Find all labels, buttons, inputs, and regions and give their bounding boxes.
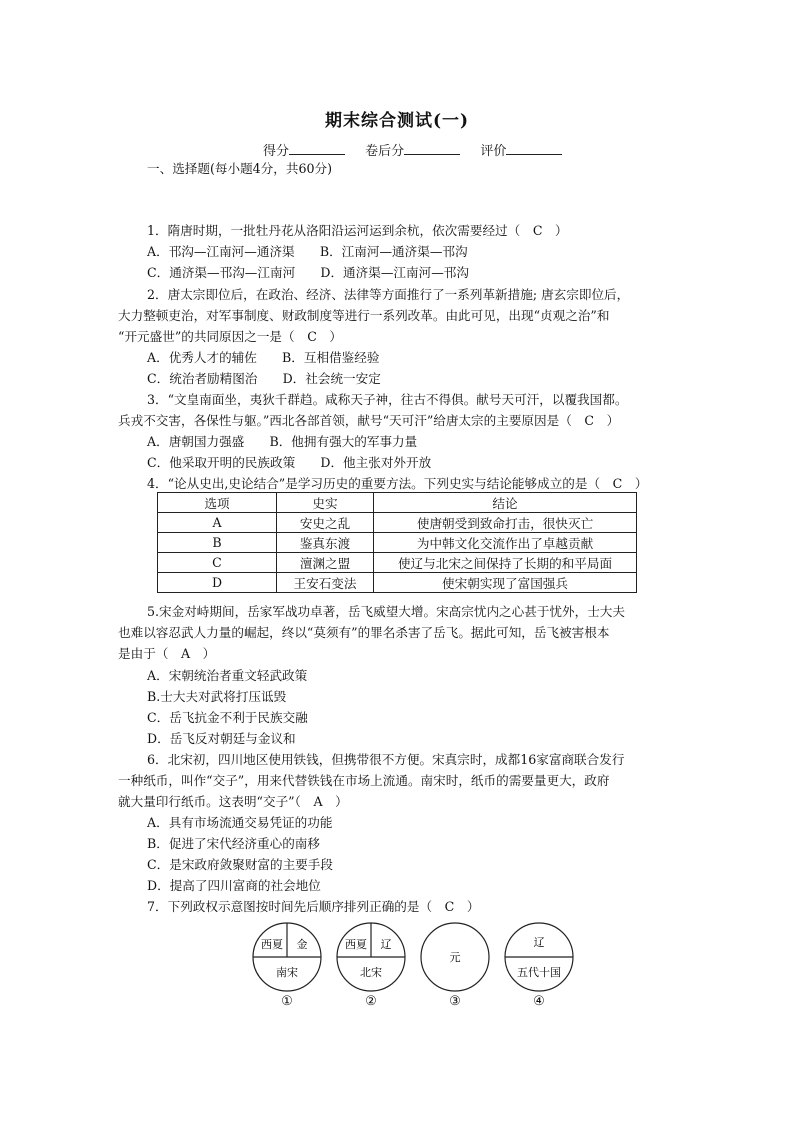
table-row bbox=[158, 513, 637, 533]
page-title: 期末综合测试(一) bbox=[324, 111, 470, 131]
table-cell: D bbox=[158, 573, 277, 593]
diagram-3-number: ③ bbox=[449, 994, 461, 1009]
diagram-4-number: ④ bbox=[533, 994, 545, 1009]
table-cell: 鉴真东渡 bbox=[277, 533, 374, 553]
diagram-4-bottom: 五代十国 bbox=[517, 966, 561, 979]
text-line: 6．北宋初，四川地区使用铁钱，但携带很不方便。宋真宗时，成都16家富商联合发行 bbox=[147, 752, 625, 767]
evaluation-blank[interactable] bbox=[506, 142, 562, 155]
text-line: 2．唐太宗即位后，在政治、经济、法律等方面推行了一系列革新措施; 唐玄宗即位后， bbox=[147, 287, 630, 302]
text-line: 兵戎不交害，各保性与躯。”西北各部首领，献号“天可汗”给唐太宗的主要原因是（ C ） bbox=[118, 413, 620, 428]
table-cell: 使辽与北宋之间保持了长期的和平局面 bbox=[374, 553, 637, 573]
diagram-1-number: ① bbox=[281, 994, 293, 1009]
text-line: B．促进了宋代经济重心的南移 bbox=[147, 836, 320, 851]
diagram-1 bbox=[250, 922, 324, 1012]
table-row bbox=[158, 553, 637, 573]
diagram-2-bottom: 北宋 bbox=[360, 966, 382, 979]
text-line: A．唐朝国力强盛 B．他拥有强大的军事力量 bbox=[147, 434, 418, 449]
score-blank[interactable] bbox=[289, 142, 345, 155]
table-cell: 安史之乱 bbox=[277, 513, 374, 533]
text-line: C．他采取开明的民族政策 D．他主张对外开放 bbox=[147, 455, 432, 470]
final-score-blank[interactable] bbox=[404, 142, 460, 155]
text-line: A．邗沟—江南河—通济渠 B．江南河—通济渠—邗沟 bbox=[147, 244, 468, 259]
text-line: 5.宋金对峙期间，岳家军战功卓著，岳飞威望大增。宋高宗忧内之心甚于忧外，士大夫 bbox=[147, 604, 625, 619]
diagram-3 bbox=[418, 922, 492, 1012]
text-line: A．宋朝统治者重文轻武政策 bbox=[147, 668, 308, 683]
final-score-label: 卷后分 bbox=[365, 144, 405, 159]
table-cell: 使唐朝受到致命打击，很快灭亡 bbox=[374, 513, 637, 533]
section-heading: 一、选择题(每小题4分，共60分) bbox=[147, 161, 332, 176]
diagram-4 bbox=[502, 922, 576, 1012]
table-cell: 使宋朝实现了富国强兵 bbox=[374, 573, 637, 593]
regime-diagrams bbox=[250, 922, 580, 1012]
text-line: “开元盛世”的共同原因之一是（ C ） bbox=[118, 329, 343, 344]
text-line: 3．“文皇南面坐，夷狄千群趋。咸称天子神，往古不得俱。献号天可汗，以覆我国都。 bbox=[147, 392, 628, 407]
text-line: C．岳飞抗金不利于民族交融 bbox=[147, 710, 308, 725]
text-line: 是由于（ A ） bbox=[118, 646, 216, 661]
table-row bbox=[158, 533, 637, 553]
text-line: A．优秀人才的辅佐 B．互相借鉴经验 bbox=[147, 350, 380, 365]
diagram-4-top: 辽 bbox=[533, 936, 545, 949]
diagram-1-bottom: 南宋 bbox=[276, 966, 298, 979]
text-line: C．通济渠—邗沟—江南河 D．通济渠—江南河—邗沟 bbox=[147, 265, 469, 280]
table-cell: B bbox=[158, 533, 277, 553]
evaluation-label: 评价 bbox=[480, 144, 507, 159]
table-row bbox=[158, 573, 637, 593]
table-cell: 王安石变法 bbox=[277, 573, 374, 593]
text-line: C．统治者励精图治 D．社会统一安定 bbox=[147, 371, 381, 386]
text-line: B.士大夫对武将打压诋毁 bbox=[147, 689, 287, 704]
q4-table bbox=[157, 492, 637, 593]
diagram-2-ur: 辽 bbox=[380, 938, 392, 951]
text-line: D．提高了四川富商的社会地位 bbox=[147, 878, 321, 893]
table-header-row bbox=[158, 493, 637, 513]
score-label: 得分 bbox=[263, 144, 290, 159]
table-cell: A bbox=[158, 513, 277, 533]
text-line: 也难以容忍武人力量的崛起，终以“莫须有”的罪名杀害了岳飞。据此可知，岳飞被害根本 bbox=[118, 625, 610, 640]
table-cell: 为中韩文化交流作出了卓越贡献 bbox=[374, 533, 637, 553]
diagram-2-number: ② bbox=[365, 994, 377, 1009]
diagram-2 bbox=[334, 922, 408, 1012]
score-line bbox=[263, 140, 578, 159]
diagram-1-ul: 西夏 bbox=[261, 938, 283, 951]
diagram-2-ul: 西夏 bbox=[345, 938, 367, 951]
table-header: 史实 bbox=[277, 493, 374, 513]
text-line: A．具有市场流通交易凭证的功能 bbox=[147, 815, 333, 830]
text-line: 7．下列政权示意图按时间先后顺序排列正确的是（ C ） bbox=[147, 899, 480, 914]
table-cell: 澶渊之盟 bbox=[277, 553, 374, 573]
text-line: 就大量印行纸币。这表明“交子”（ A ） bbox=[118, 794, 348, 809]
diagram-3-center: 元 bbox=[449, 951, 461, 964]
table-cell: C bbox=[158, 553, 277, 573]
text-line: C．是宋政府敛聚财富的主要手段 bbox=[147, 857, 333, 872]
table-header: 结论 bbox=[374, 493, 637, 513]
text-line: 1．隋唐时期，一批牡丹花从洛阳沿运河运到余杭，依次需要经过（ C ） bbox=[147, 223, 568, 238]
text-line: D．岳飞反对朝廷与金议和 bbox=[147, 731, 296, 746]
diagram-1-ur: 金 bbox=[296, 938, 308, 951]
table-header: 选项 bbox=[158, 493, 277, 513]
text-line: 一种纸币，叫作“交子”，用来代替铁钱在市场上流通。南宋时，纸币的需要量更大，政府 bbox=[118, 773, 610, 788]
text-line: 4．“论从史出,史论结合”是学习历史的重要方法。下列史实与结论能够成立的是（ C ） bbox=[147, 476, 648, 491]
text-line: 大力整顿吏治，对军事制度、财政制度等进行一系列改革。由此可见，出现“贞观之治”和 bbox=[118, 308, 610, 323]
